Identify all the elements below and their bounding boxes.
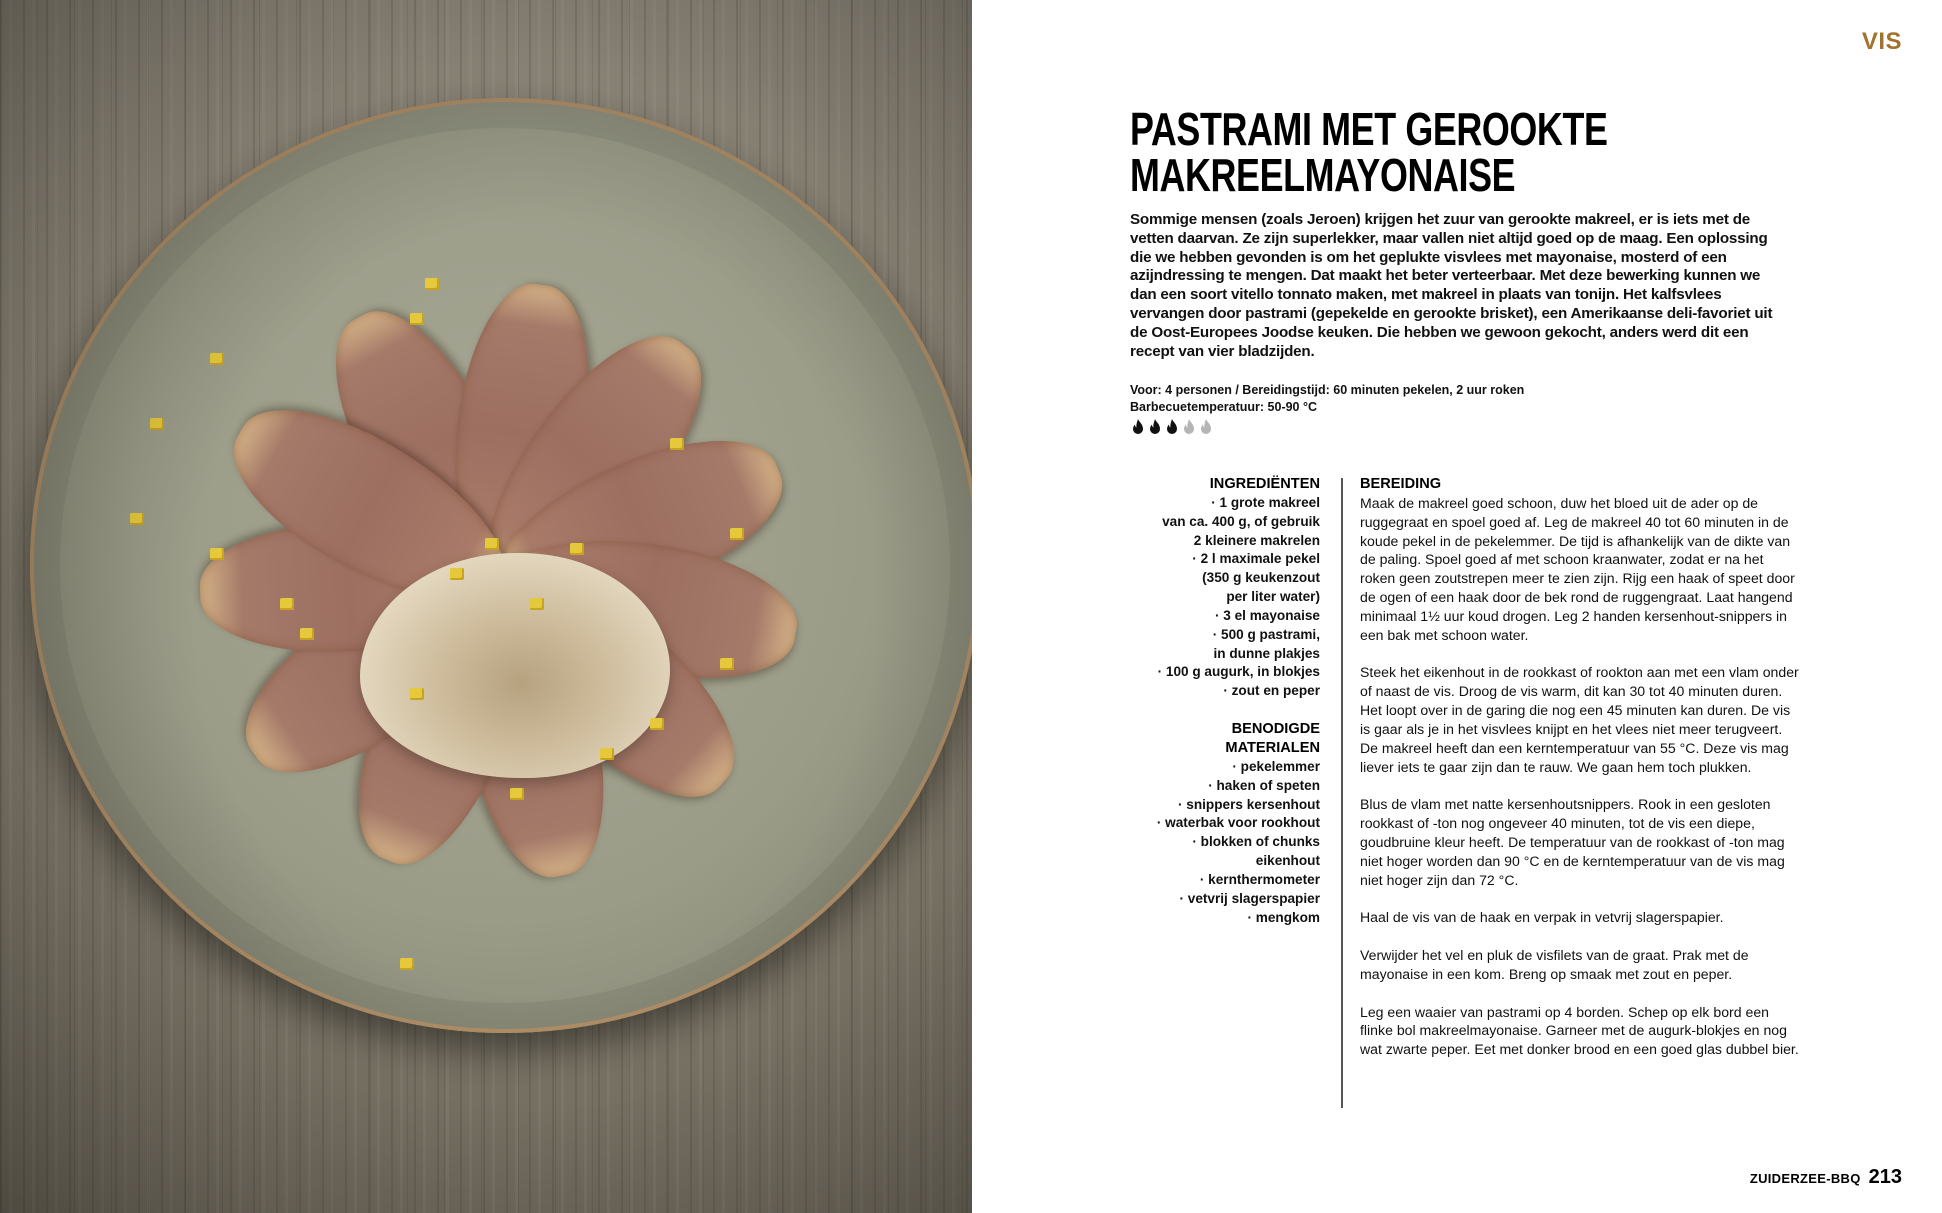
- flame-icon-empty: [1198, 418, 1214, 436]
- ingredient-line: in dunne plakjes: [1213, 645, 1320, 661]
- preparation-paragraph: Leg een waaier van pastrami op 4 borden. Schep op elk bord een flinke bol makreelmayonaise. Garneer met de augurk-blokjes en nog wat zwarte peper. Eet met donker brood en een goed glas dubbel bier.: [1360, 1003, 1799, 1058]
- flame-icon-empty: [1181, 418, 1197, 436]
- material-line: · mengkom: [1247, 909, 1320, 925]
- recipe-title: [1130, 103, 1754, 201]
- flame-icon: [1130, 418, 1146, 436]
- material-line: · vetvrij slagerspapier: [1179, 890, 1320, 906]
- material-line: · haken of speten: [1208, 777, 1320, 793]
- preparation-paragraph: Maak de makreel goed schoon, duw het bloed uit de ader op de ruggegraat en spoel goed af. Leg de makreel 40 tot 60 minuten in de koude pekel in de pekelemmer. De tijd is afhankelijk van de dikte van de paling. Spoel goed af met schoon kraanwater, zodat er na het roken geen zoutstrepen meer te zien zijn. Rijg een haak of speet door de ogen of een haak door de bek rond de ruggengraat. Laat hangend minimaal 1½ uur koud drogen. Leg 2 handen kersenhout-snippers in een bak met schoon water.: [1360, 494, 1795, 643]
- material-line: · pekelemmer: [1232, 758, 1320, 774]
- ingredients-heading: INGREDIËNTEN: [1209, 476, 1320, 492]
- recipe-intro: Sommige mensen (zoals Jeroen) krijgen het zuur van gerookte makreel, er is iets met de vetten daarvan. Ze zijn superlekker, maar vallen niet altijd goed op de maag. Een oplossing die we hebben gevonden is om het geplukte visvlees met mayonaise, mosterd of een azijndressing te mengen. Dat maakt het beter verteerbaar. Met deze bewerking kunnen we dan een soort vitello tonnato maken, met makreel in plaats van tonijn. Het kalfsvlees vervangen door pastrami (gepekelde en gerookte brisket), een Amerikaanse deli-favoriet uit de Oost-Europees Joodse keuken. Die hebben we gewoon gekocht, anders werd dit een recept van vier bladzijden.: [1130, 211, 1773, 360]
- recipe-meta: [1130, 382, 1750, 415]
- book-title: ZUIDERZEE-BBQ: [1749, 1171, 1861, 1186]
- preparation-heading: BEREIDING: [1360, 476, 1442, 492]
- ingredient-line: · 500 g pastrami,: [1212, 626, 1320, 642]
- material-line: · waterbak voor rookhout: [1156, 815, 1320, 831]
- material-line: · snippers kersenhout: [1177, 796, 1320, 812]
- bbq-temperature: Barbecuetemperatuur: 50-90 °C: [1130, 399, 1318, 414]
- ingredient-line: per liter water): [1226, 589, 1320, 605]
- preparation-paragraph: Steek het eikenhout in de rookkast of rookton aan met een vlam onder of naast de vis. Droog de vis warm, dit kan 30 tot 40 minuten duren. Het loopt over in de garing die nog een 45 minuten kan duren. De vis is gaar als je in het visvlees knijpt en het vlees niet meer terugveert. De makreel heeft dan een kerntemperatuur van 55 °C. Deze vis mag liever iets te gaar zijn dan te rauw. We gaan hem toch plukken.: [1360, 664, 1799, 775]
- material-line: · kernthermometer: [1199, 871, 1320, 887]
- ingredients-column: [1130, 475, 1320, 927]
- ingredient-line: van ca. 400 g, of gebruik: [1162, 513, 1320, 529]
- materials-heading-line-2: MATERIALEN: [1225, 739, 1320, 756]
- material-line: · blokken of chunks: [1192, 834, 1320, 850]
- preparation-paragraph: Verwijder het vel en pluk de visfilets van de graat. Prak met de mayonaise in een kom. Breng op smaak met zout en peper.: [1360, 947, 1749, 982]
- preparation-column: [1360, 475, 1800, 1078]
- preparation-paragraph: Blus de vlam met natte kersenhoutsnippers. Rook in een gesloten rookkast of -ton nog ongeveer 40 minuten, tot de vis een diepe, goudbruine kleur heeft. De temperatuur van de rookkast of -ton mag niet hoger worden dan 90 °C en de kerntemperatuur van de vis mag niet hoger zijn dan 72 °C.: [1360, 796, 1785, 888]
- flame-icon: [1164, 418, 1180, 436]
- materials-heading-line-1: BENODIGDE: [1231, 721, 1320, 738]
- flame-icon: [1147, 418, 1163, 436]
- recipe-title-line-2: MAKREELMAYONAISE: [1130, 149, 1516, 201]
- ingredient-line: 2 kleinere makrelen: [1193, 532, 1320, 548]
- ingredient-line: · 2 l maximale pekel: [1192, 551, 1320, 567]
- ingredient-line: · 100 g augurk, in blokjes: [1157, 664, 1320, 680]
- ingredient-line: · zout en peper: [1223, 683, 1320, 699]
- ingredient-line: · 3 el mayonaise: [1214, 607, 1320, 623]
- heat-rating: [1130, 418, 1214, 436]
- page-number: 213: [1868, 1166, 1902, 1188]
- column-divider: [1341, 478, 1343, 1108]
- recipe-title-line-1: PASTRAMI MET GEROOKTE: [1130, 103, 1608, 155]
- page-footer: [1750, 1166, 1902, 1189]
- preparation-paragraph: Haal de vis van de haak en verpak in vetvrij slagerspapier.: [1360, 909, 1724, 926]
- material-line: eikenhout: [1255, 853, 1320, 869]
- spacer: [1130, 701, 1320, 720]
- servings-and-time: Voor: 4 personen / Bereidingstijd: 60 minuten pekelen, 2 uur roken: [1130, 383, 1525, 397]
- section-tag: VIS: [1861, 28, 1902, 55]
- ingredient-line: (350 g keukenzout: [1202, 570, 1320, 586]
- ingredient-line: · 1 grote makreel: [1211, 494, 1320, 510]
